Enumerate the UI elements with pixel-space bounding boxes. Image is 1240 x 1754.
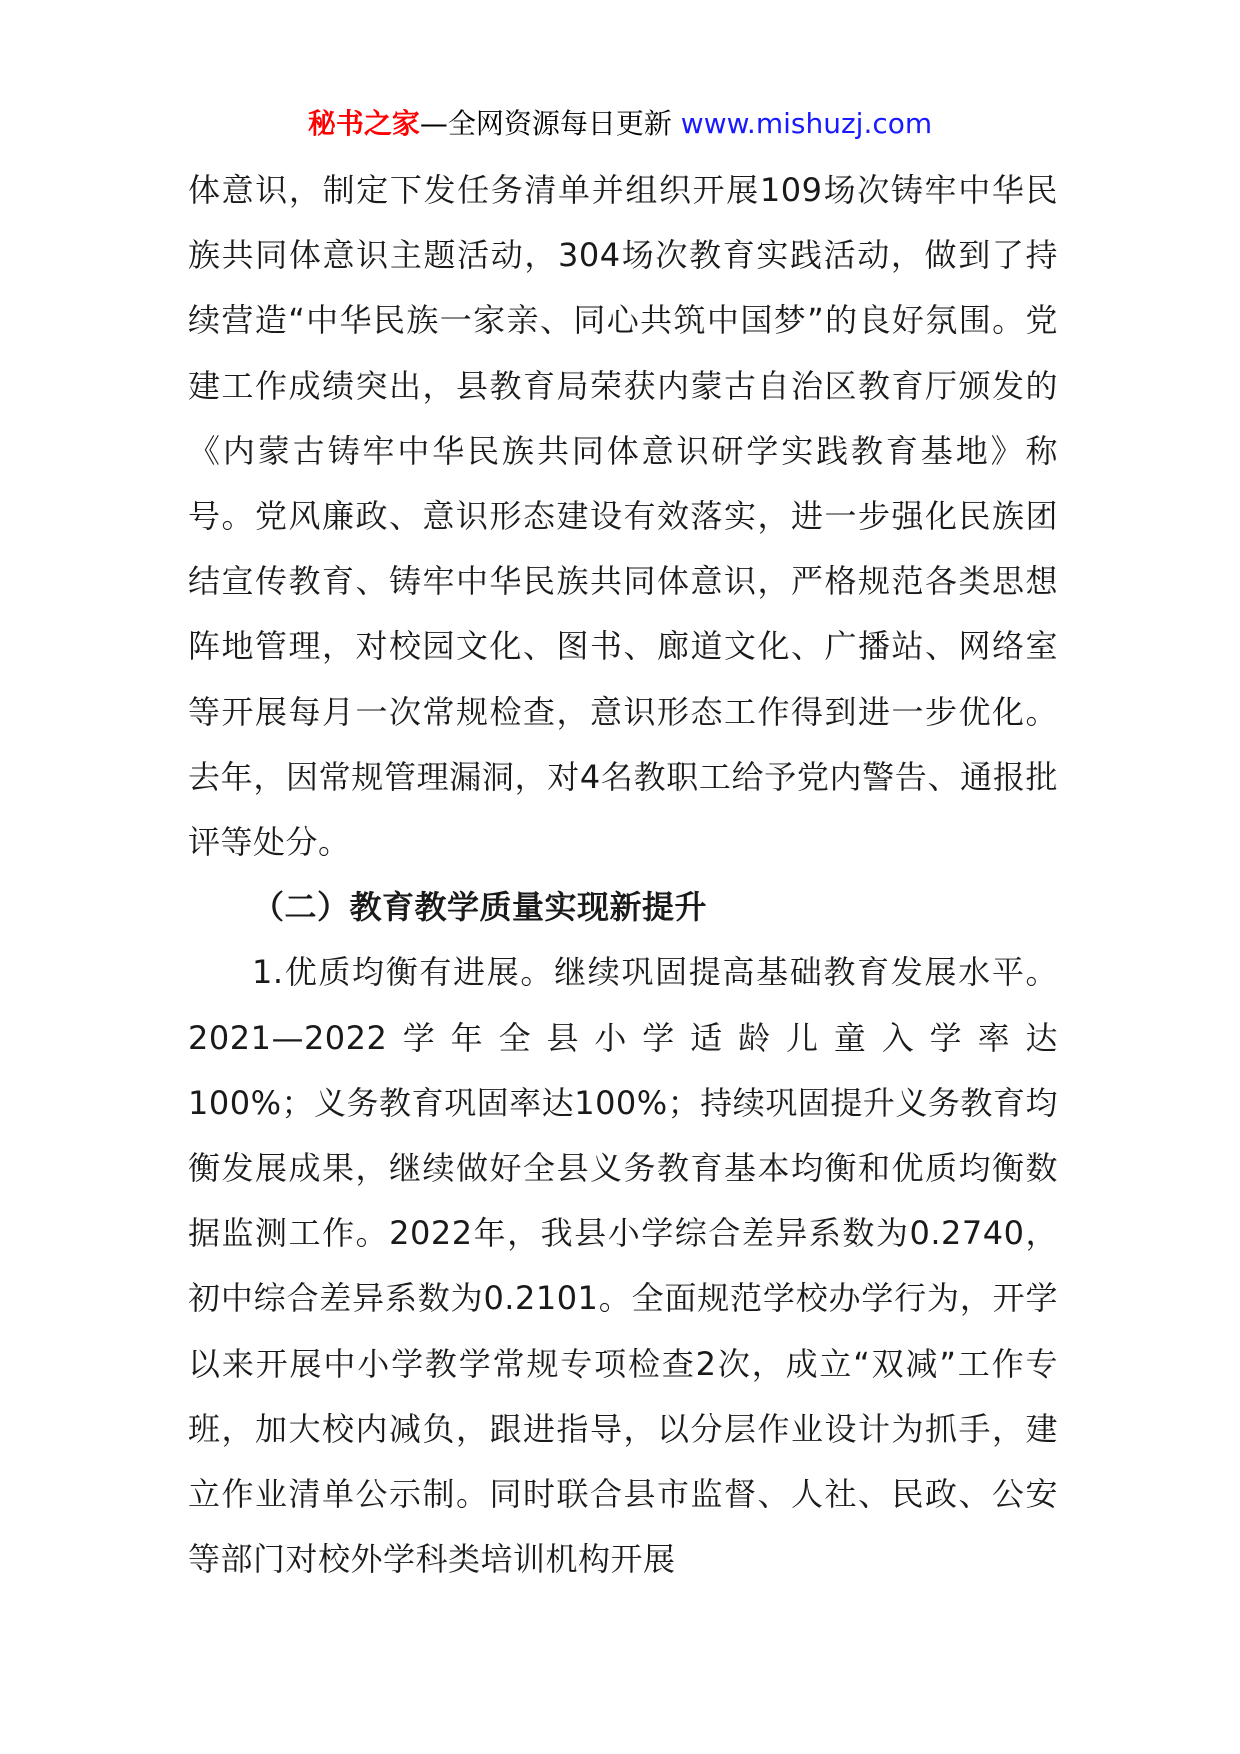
site-tagline: —全网资源每日更新: [419, 107, 672, 140]
site-header: [0, 104, 1240, 144]
document-body: [188, 158, 1058, 1592]
paragraph-party-building: 体意识，制定下发任务清单并组织开展109场次铸牢中华民族共同体意识主题活动，304场次教育实践活动，做到了持续营造“中华民族一家亲、同心共筑中国梦”的良好氛围。党建工作成绩突出，县教育局荣获内蒙古自治区教育厅颁发的《内蒙古铸牢中华民族共同体意识研学实践教育基地》称号。党风廉政、意识形态建设有效落实，进一步强化民族团结宣传教育、铸牢中华民族共同体意识，严格规范各类思想阵地管理，对校园文化、图书、廊道文化、广播站、网络室等开展每月一次常规检查，意识形态工作得到进一步优化。去年，因常规管理漏洞，对4名教职工给予党内警告、通报批评等处分。: [188, 171, 1058, 862]
section-heading: （二）教育教学质量实现新提升: [252, 888, 708, 927]
paragraph-quality-body: 100%；义务教育巩固率达100%；持续巩固提升义务教育均衡发展成果，继续做好全县义务教育基本均衡和优质均衡数据监测工作。2022年，我县小学综合差异系数为0.2740，初中综合差异系数为0.2101。全面规范学校办学行为，开学以来开展中小学教学常规专项检查2次，成立“双减”工作专班，加大校内减负，跟进指导，以分层作业设计为抓手，建立作业清单公示制。同时联合县市监督、人社、民政、公安等部门对校外学科类培训机构开展: [188, 1083, 1058, 1579]
site-brand: 秘书之家: [307, 107, 420, 140]
site-url-link[interactable]: www.mishuzj.com: [680, 107, 933, 140]
paragraph-quality-intro: 1.优质均衡有进展。继续巩固提高基础教育发展水平。2021—2022学年全县小学适龄儿童入学率达: [188, 953, 1058, 1057]
